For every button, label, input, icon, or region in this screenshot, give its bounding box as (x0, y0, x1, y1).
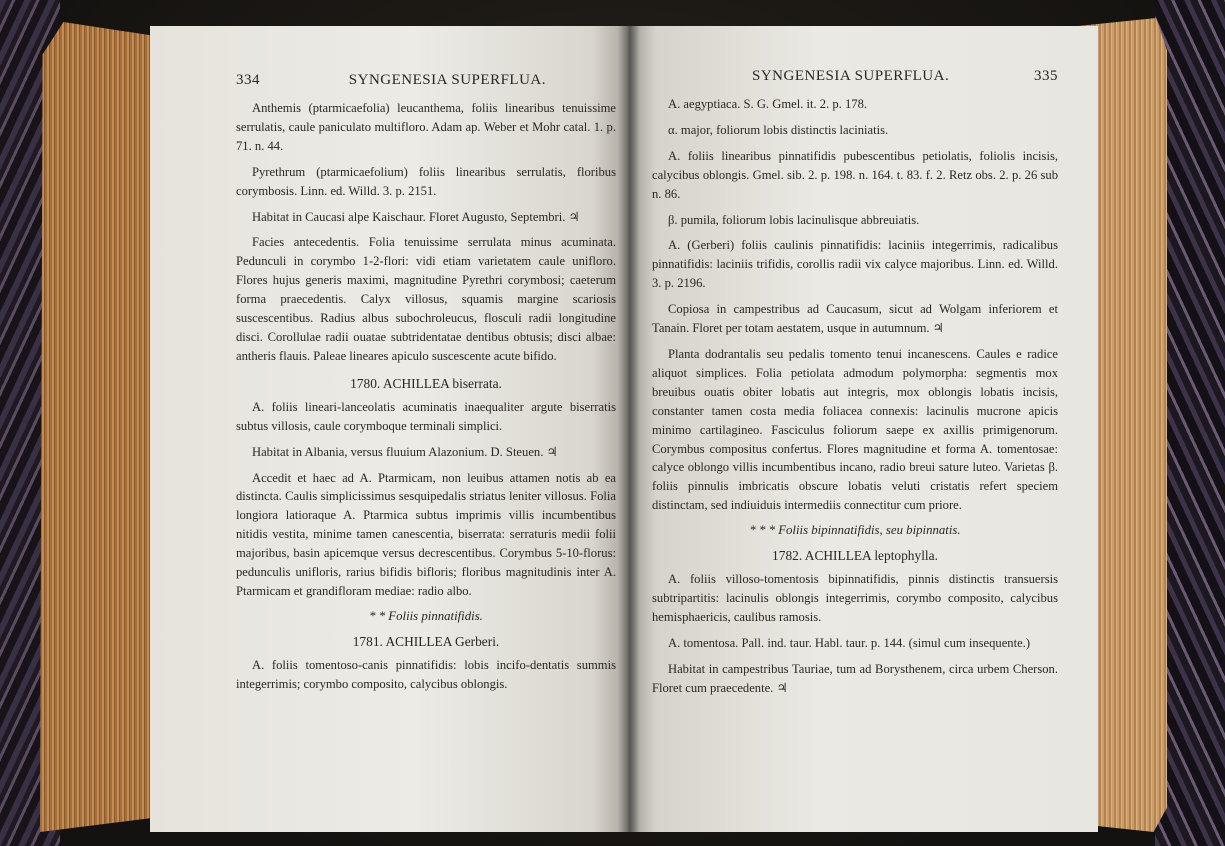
entry-heading-1780: 1780. ACHILLEA biserrata. (350, 375, 502, 391)
left-page-number: 334 (236, 72, 260, 88)
paragraph: A. aegyptiaca. S. G. Gmel. it. 2. p. 178. (668, 97, 868, 111)
right-page (628, 26, 1098, 832)
entry-heading-1781: 1781. ACHILLEA Gerberi. (352, 633, 500, 649)
paragraph: α. major, foliorum lobis distinctis laciniatis. (668, 122, 889, 137)
section-heading-bipinnatifidis: * * * Foliis bipinnatifidis, seu bipinnatis. (749, 523, 961, 538)
paragraph: A. foliis linearibus pinnatifidis pubescentibus petiolatis, foliolis incisis, calycibus oblongis. Gmel. sib. 2. p. 198. n. 164. t. 83. f. 2. Retz obs. 2. p. 26 sub n. 86. (652, 148, 1058, 201)
paragraph: A. foliis lineari-lanceolatis acuminatis inaequaliter argute biserratis subtus villosis, caule corymboque terminali simplici. (236, 399, 616, 433)
paragraph: Habitat in campestribus Tauriae, tum ad Borysthenem, circa urbem Cherson. Floret cum praecedente. ♃ (652, 661, 1058, 695)
paragraph: Habitat in Caucasi alpe Kaischaur. Floret Augusto, Septembri. ♃ (252, 209, 580, 224)
paragraph: Facies antecedentis. Folia tenuissime serrulata minus acuminata. Pedunculi in corymbo 1-2-flori: vidi etiam varietatem caule unifloro. Flores hujus generis maximi, magnitudine Pyrethri corymbosi; caeterum forma praecedentis. Calyx villosus, squamis margine scariosis suscescentibus. Radius albus subochroleucus, flosculi radii longitudine disci. Corollulae radii ouatae subtridentatae dentibus obtusis; disci albae: antheris flauis. Paleae lineares apiculo suscescente acute bifido. (236, 235, 616, 363)
left-running-head (236, 72, 616, 89)
paragraph: A. tomentosa. Pall. ind. taur. Habl. taur. p. 144. (simul cum insequente.) (668, 635, 1031, 650)
paragraph: β. pumila, foliorum lobis lacinulisque abbreuiatis. (668, 212, 920, 227)
paragraph: A. foliis villoso-tomentosis bipinnatifidis, pinnis distinctis transuersis subtripartitis: lacinulis oblongis integerrimis, corymbo composito, calycibus hemisphaericis, caulibus ramosis. (652, 572, 1058, 624)
paragraph: A. foliis tomentoso-canis pinnatifidis: lobis incifo-dentatis summis integerrimis; corymbo composito, calycibus oblongis. (236, 657, 616, 691)
entry-heading-1782: 1782. ACHILLEA leptophylla. (772, 548, 938, 564)
paragraph: Accedit et haec ad A. Ptarmicam, non leuibus attamen notis ab ea distincta. Caulis simplicissimus sesquipedalis striatus leniter villosus. Folia longiora latioraque A. Ptarmica subtus imprimis villis incumbentibus nitidis vestita, minime tamen canescentia, biserrata: serraturis medii folii majoribus, basin apicemque versus decrescentibus. Corymbus 5-10-florus: pedunculis unifloris, rarius bifidis bifloris; floribus magnitudinis inter A. Ptarmicam et grandifloram mediae: radio albo. (236, 470, 616, 598)
paragraph: A. (Gerberi) foliis caulinis pinnatifidis: laciniis integerrimis, radicalibus pinnatifidis: laciniis trifidis, corollis radii vix calyce majoribus. Linn. ed. Willd. 3. p. 2196. (652, 238, 1058, 291)
section-heading-pinnatifidis: * * Foliis pinnatifidis. (369, 608, 483, 623)
paragraph: Anthemis (ptarmicaefolia) leucanthema, foliis linearibus tenuissime serrulatis, caule paniculato multifloro. Adam ap. Weber et Mohr catal. 1. p. 71. n. 44. (236, 101, 616, 153)
right-running-title: SYNGENESIA SUPERFLUA. (752, 68, 950, 84)
paragraph: Pyrethrum (ptarmicaefolium) foliis linearibus serrulatis, floribus corymbosis. Linn. ed. Willd. 3. p. 2151. (236, 164, 616, 198)
left-page (150, 26, 630, 832)
paragraph: Habitat in Albania, versus fluuium Alazonium. D. Steuen. ♃ (252, 444, 558, 459)
right-page-number: 335 (1034, 68, 1058, 84)
paragraph: Planta dodrantalis seu pedalis tomento tenui incanescens. Caules e radice aliquot simplices. Folia petiolata admodum polymorpha: segmentis mox breuibus ouatis obiter lobatis aut integris, mox oblongis lobatis incisis, constanter tamen costa media foliacea connexis: lacinulis mucrone apicis minimo cartilagineo. Fasciculus foliorum saepe ex axillis primigenorum. Corymbus compositus confertus. Flores magnitudine et forma A. tomentosae: calyce oblongo villis incumbentibus incano, radio breui sature luteo. Varietas β. foliis pinnulis imbricatis obscure lobatis veluti cristatis refert speciem distinctam, sed indiuiduis intermediis connectitur cum priore. (652, 346, 1058, 513)
paragraph: Copiosa in campestribus ad Caucasum, sicut ad Wolgam inferiorem et Tanain. Floret per totam aestatem, usque in autumnum. ♃ (652, 302, 1058, 336)
book-gutter (618, 26, 640, 832)
right-running-head (652, 68, 1058, 85)
left-running-title: SYNGENESIA SUPERFLUA. (348, 72, 546, 88)
